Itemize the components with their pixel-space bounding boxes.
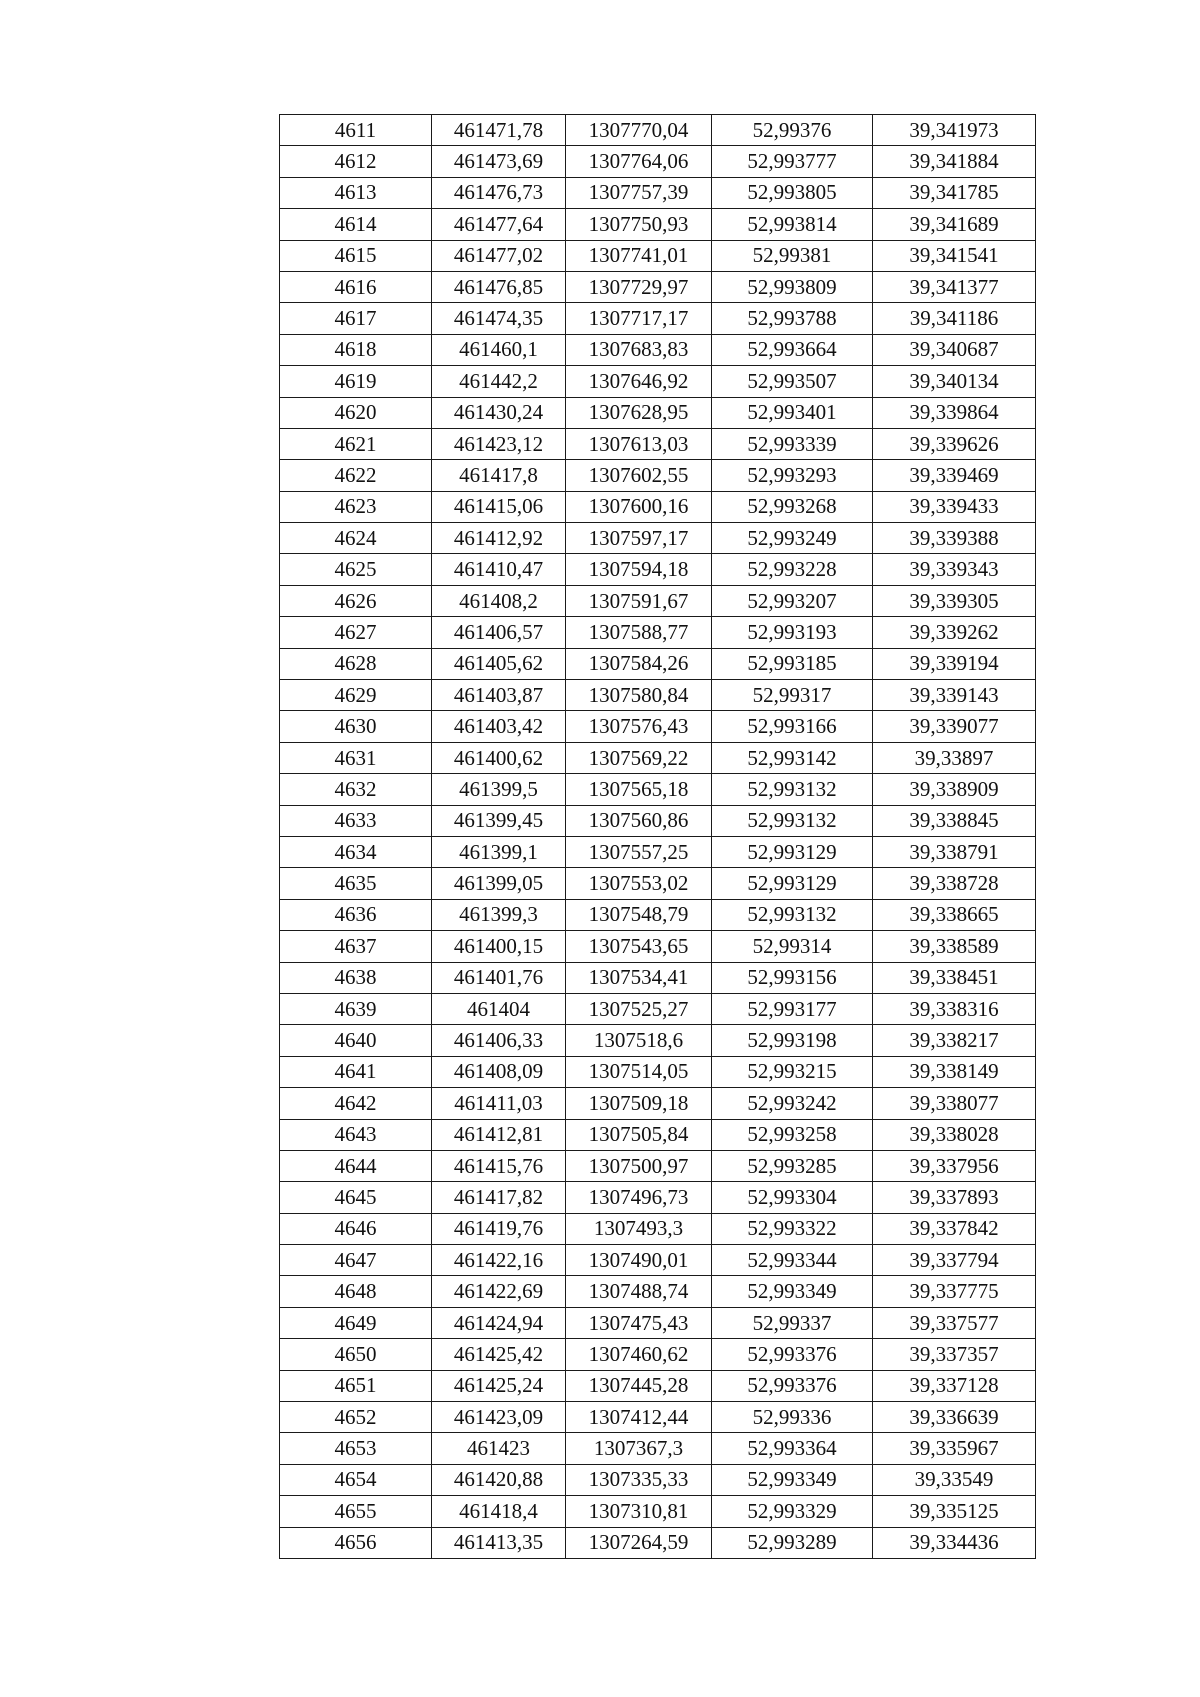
y-coordinate-cell: 1307493,3 — [566, 1213, 712, 1244]
longitude-cell: 39,339343 — [873, 554, 1036, 585]
coordinates-table — [279, 114, 1036, 1559]
point-number-cell: 4653 — [280, 1433, 432, 1464]
table-row — [280, 1025, 1036, 1056]
latitude-cell: 52,993788 — [712, 303, 873, 334]
point-number-cell: 4629 — [280, 680, 432, 711]
latitude-cell: 52,993177 — [712, 993, 873, 1024]
table-row — [280, 962, 1036, 993]
y-coordinate-cell: 1307750,93 — [566, 209, 712, 240]
y-coordinate-cell: 1307565,18 — [566, 774, 712, 805]
table-row — [280, 177, 1036, 208]
longitude-cell: 39,335125 — [873, 1496, 1036, 1527]
longitude-cell: 39,340134 — [873, 366, 1036, 397]
table-row — [280, 836, 1036, 867]
table-row — [280, 366, 1036, 397]
x-coordinate-cell: 461410,47 — [432, 554, 566, 585]
table-row — [280, 1464, 1036, 1495]
y-coordinate-cell: 1307310,81 — [566, 1496, 712, 1527]
latitude-cell: 52,993507 — [712, 366, 873, 397]
latitude-cell: 52,993364 — [712, 1433, 873, 1464]
latitude-cell: 52,993132 — [712, 899, 873, 930]
table-row — [280, 1370, 1036, 1401]
latitude-cell: 52,993344 — [712, 1245, 873, 1276]
x-coordinate-cell: 461408,09 — [432, 1056, 566, 1087]
y-coordinate-cell: 1307514,05 — [566, 1056, 712, 1087]
x-coordinate-cell: 461430,24 — [432, 397, 566, 428]
longitude-cell: 39,339626 — [873, 428, 1036, 459]
x-coordinate-cell: 461399,05 — [432, 868, 566, 899]
point-number-cell: 4626 — [280, 585, 432, 616]
y-coordinate-cell: 1307475,43 — [566, 1307, 712, 1338]
x-coordinate-cell: 461424,94 — [432, 1307, 566, 1338]
point-number-cell: 4655 — [280, 1496, 432, 1527]
point-number-cell: 4632 — [280, 774, 432, 805]
y-coordinate-cell: 1307543,65 — [566, 931, 712, 962]
table-row — [280, 303, 1036, 334]
y-coordinate-cell: 1307534,41 — [566, 962, 712, 993]
table-row — [280, 585, 1036, 616]
longitude-cell: 39,337357 — [873, 1339, 1036, 1370]
longitude-cell: 39,338217 — [873, 1025, 1036, 1056]
latitude-cell: 52,993215 — [712, 1056, 873, 1087]
longitude-cell: 39,341884 — [873, 146, 1036, 177]
longitude-cell: 39,338728 — [873, 868, 1036, 899]
x-coordinate-cell: 461399,1 — [432, 836, 566, 867]
x-coordinate-cell: 461404 — [432, 993, 566, 1024]
y-coordinate-cell: 1307560,86 — [566, 805, 712, 836]
table-row — [280, 1056, 1036, 1087]
table-row — [280, 617, 1036, 648]
x-coordinate-cell: 461474,35 — [432, 303, 566, 334]
latitude-cell: 52,993777 — [712, 146, 873, 177]
y-coordinate-cell: 1307518,6 — [566, 1025, 712, 1056]
y-coordinate-cell: 1307757,39 — [566, 177, 712, 208]
latitude-cell: 52,993349 — [712, 1464, 873, 1495]
longitude-cell: 39,341689 — [873, 209, 1036, 240]
table-row — [280, 1527, 1036, 1558]
table-row — [280, 899, 1036, 930]
longitude-cell: 39,338149 — [873, 1056, 1036, 1087]
longitude-cell: 39,337775 — [873, 1276, 1036, 1307]
point-number-cell: 4614 — [280, 209, 432, 240]
table-row — [280, 491, 1036, 522]
x-coordinate-cell: 461423 — [432, 1433, 566, 1464]
table-row — [280, 1245, 1036, 1276]
x-coordinate-cell: 461403,42 — [432, 711, 566, 742]
y-coordinate-cell: 1307548,79 — [566, 899, 712, 930]
point-number-cell: 4622 — [280, 460, 432, 491]
x-coordinate-cell: 461411,03 — [432, 1088, 566, 1119]
latitude-cell: 52,993198 — [712, 1025, 873, 1056]
point-number-cell: 4611 — [280, 115, 432, 146]
latitude-cell: 52,993809 — [712, 271, 873, 302]
x-coordinate-cell: 461460,1 — [432, 334, 566, 365]
longitude-cell: 39,338909 — [873, 774, 1036, 805]
y-coordinate-cell: 1307646,92 — [566, 366, 712, 397]
longitude-cell: 39,338845 — [873, 805, 1036, 836]
longitude-cell: 39,339433 — [873, 491, 1036, 522]
x-coordinate-cell: 461420,88 — [432, 1464, 566, 1495]
y-coordinate-cell: 1307594,18 — [566, 554, 712, 585]
latitude-cell: 52,993228 — [712, 554, 873, 585]
table-row — [280, 711, 1036, 742]
coordinates-table-body — [280, 115, 1036, 1559]
point-number-cell: 4612 — [280, 146, 432, 177]
longitude-cell: 39,338451 — [873, 962, 1036, 993]
point-number-cell: 4648 — [280, 1276, 432, 1307]
longitude-cell: 39,341541 — [873, 240, 1036, 271]
y-coordinate-cell: 1307591,67 — [566, 585, 712, 616]
y-coordinate-cell: 1307490,01 — [566, 1245, 712, 1276]
latitude-cell: 52,993285 — [712, 1150, 873, 1181]
longitude-cell: 39,337577 — [873, 1307, 1036, 1338]
latitude-cell: 52,993376 — [712, 1370, 873, 1401]
y-coordinate-cell: 1307412,44 — [566, 1402, 712, 1433]
longitude-cell: 39,339864 — [873, 397, 1036, 428]
point-number-cell: 4634 — [280, 836, 432, 867]
y-coordinate-cell: 1307741,01 — [566, 240, 712, 271]
point-number-cell: 4631 — [280, 742, 432, 773]
y-coordinate-cell: 1307488,74 — [566, 1276, 712, 1307]
point-number-cell: 4638 — [280, 962, 432, 993]
latitude-cell: 52,993142 — [712, 742, 873, 773]
table-row — [280, 1496, 1036, 1527]
x-coordinate-cell: 461477,02 — [432, 240, 566, 271]
latitude-cell: 52,993329 — [712, 1496, 873, 1527]
longitude-cell: 39,338665 — [873, 899, 1036, 930]
latitude-cell: 52,993339 — [712, 428, 873, 459]
y-coordinate-cell: 1307445,28 — [566, 1370, 712, 1401]
y-coordinate-cell: 1307367,3 — [566, 1433, 712, 1464]
x-coordinate-cell: 461415,76 — [432, 1150, 566, 1181]
latitude-cell: 52,993129 — [712, 868, 873, 899]
y-coordinate-cell: 1307580,84 — [566, 680, 712, 711]
latitude-cell: 52,99381 — [712, 240, 873, 271]
x-coordinate-cell: 461399,5 — [432, 774, 566, 805]
latitude-cell: 52,993156 — [712, 962, 873, 993]
table-row — [280, 146, 1036, 177]
latitude-cell: 52,993132 — [712, 774, 873, 805]
point-number-cell: 4644 — [280, 1150, 432, 1181]
x-coordinate-cell: 461418,4 — [432, 1496, 566, 1527]
table-row — [280, 334, 1036, 365]
point-number-cell: 4637 — [280, 931, 432, 962]
longitude-cell: 39,337893 — [873, 1182, 1036, 1213]
table-row — [280, 742, 1036, 773]
x-coordinate-cell: 461406,57 — [432, 617, 566, 648]
point-number-cell: 4624 — [280, 523, 432, 554]
point-number-cell: 4643 — [280, 1119, 432, 1150]
x-coordinate-cell: 461401,76 — [432, 962, 566, 993]
y-coordinate-cell: 1307729,97 — [566, 271, 712, 302]
x-coordinate-cell: 461408,2 — [432, 585, 566, 616]
point-number-cell: 4620 — [280, 397, 432, 428]
longitude-cell: 39,339262 — [873, 617, 1036, 648]
x-coordinate-cell: 461442,2 — [432, 366, 566, 397]
longitude-cell: 39,337842 — [873, 1213, 1036, 1244]
y-coordinate-cell: 1307613,03 — [566, 428, 712, 459]
point-number-cell: 4652 — [280, 1402, 432, 1433]
point-number-cell: 4625 — [280, 554, 432, 585]
table-row — [280, 680, 1036, 711]
latitude-cell: 52,993129 — [712, 836, 873, 867]
longitude-cell: 39,338316 — [873, 993, 1036, 1024]
table-row — [280, 868, 1036, 899]
point-number-cell: 4650 — [280, 1339, 432, 1370]
point-number-cell: 4642 — [280, 1088, 432, 1119]
table-row — [280, 993, 1036, 1024]
longitude-cell: 39,338028 — [873, 1119, 1036, 1150]
x-coordinate-cell: 461417,8 — [432, 460, 566, 491]
latitude-cell: 52,993242 — [712, 1088, 873, 1119]
latitude-cell: 52,993258 — [712, 1119, 873, 1150]
longitude-cell: 39,33897 — [873, 742, 1036, 773]
y-coordinate-cell: 1307460,62 — [566, 1339, 712, 1370]
longitude-cell: 39,334436 — [873, 1527, 1036, 1558]
longitude-cell: 39,337956 — [873, 1150, 1036, 1181]
latitude-cell: 52,99376 — [712, 115, 873, 146]
point-number-cell: 4656 — [280, 1527, 432, 1558]
longitude-cell: 39,338791 — [873, 836, 1036, 867]
table-row — [280, 1339, 1036, 1370]
x-coordinate-cell: 461473,69 — [432, 146, 566, 177]
table-row — [280, 115, 1036, 146]
y-coordinate-cell: 1307496,73 — [566, 1182, 712, 1213]
x-coordinate-cell: 461399,3 — [432, 899, 566, 930]
y-coordinate-cell: 1307553,02 — [566, 868, 712, 899]
longitude-cell: 39,338589 — [873, 931, 1036, 962]
latitude-cell: 52,99337 — [712, 1307, 873, 1338]
x-coordinate-cell: 461406,33 — [432, 1025, 566, 1056]
longitude-cell: 39,341785 — [873, 177, 1036, 208]
point-number-cell: 4619 — [280, 366, 432, 397]
latitude-cell: 52,993805 — [712, 177, 873, 208]
table-row — [280, 1276, 1036, 1307]
point-number-cell: 4615 — [280, 240, 432, 271]
latitude-cell: 52,993349 — [712, 1276, 873, 1307]
point-number-cell: 4621 — [280, 428, 432, 459]
longitude-cell: 39,339469 — [873, 460, 1036, 491]
latitude-cell: 52,993304 — [712, 1182, 873, 1213]
point-number-cell: 4651 — [280, 1370, 432, 1401]
point-number-cell: 4630 — [280, 711, 432, 742]
latitude-cell: 52,993207 — [712, 585, 873, 616]
table-row — [280, 428, 1036, 459]
y-coordinate-cell: 1307569,22 — [566, 742, 712, 773]
point-number-cell: 4635 — [280, 868, 432, 899]
table-row — [280, 397, 1036, 428]
y-coordinate-cell: 1307505,84 — [566, 1119, 712, 1150]
table-row — [280, 1213, 1036, 1244]
table-row — [280, 1150, 1036, 1181]
latitude-cell: 52,99317 — [712, 680, 873, 711]
latitude-cell: 52,993185 — [712, 648, 873, 679]
longitude-cell: 39,335967 — [873, 1433, 1036, 1464]
point-number-cell: 4645 — [280, 1182, 432, 1213]
longitude-cell: 39,339388 — [873, 523, 1036, 554]
point-number-cell: 4636 — [280, 899, 432, 930]
y-coordinate-cell: 1307602,55 — [566, 460, 712, 491]
latitude-cell: 52,993166 — [712, 711, 873, 742]
table-row — [280, 1433, 1036, 1464]
table-row — [280, 648, 1036, 679]
table-row — [280, 209, 1036, 240]
x-coordinate-cell: 461423,09 — [432, 1402, 566, 1433]
point-number-cell: 4654 — [280, 1464, 432, 1495]
x-coordinate-cell: 461399,45 — [432, 805, 566, 836]
table-row — [280, 1088, 1036, 1119]
x-coordinate-cell: 461476,73 — [432, 177, 566, 208]
longitude-cell: 39,337794 — [873, 1245, 1036, 1276]
x-coordinate-cell: 461412,92 — [432, 523, 566, 554]
latitude-cell: 52,993132 — [712, 805, 873, 836]
longitude-cell: 39,336639 — [873, 1402, 1036, 1433]
latitude-cell: 52,993376 — [712, 1339, 873, 1370]
x-coordinate-cell: 461400,62 — [432, 742, 566, 773]
table-row — [280, 774, 1036, 805]
y-coordinate-cell: 1307509,18 — [566, 1088, 712, 1119]
latitude-cell: 52,993193 — [712, 617, 873, 648]
point-number-cell: 4640 — [280, 1025, 432, 1056]
x-coordinate-cell: 461471,78 — [432, 115, 566, 146]
x-coordinate-cell: 461400,15 — [432, 931, 566, 962]
y-coordinate-cell: 1307584,26 — [566, 648, 712, 679]
point-number-cell: 4628 — [280, 648, 432, 679]
latitude-cell: 52,993401 — [712, 397, 873, 428]
x-coordinate-cell: 461422,16 — [432, 1245, 566, 1276]
longitude-cell: 39,339077 — [873, 711, 1036, 742]
point-number-cell: 4616 — [280, 271, 432, 302]
latitude-cell: 52,99336 — [712, 1402, 873, 1433]
point-number-cell: 4613 — [280, 177, 432, 208]
point-number-cell: 4639 — [280, 993, 432, 1024]
table-row — [280, 1182, 1036, 1213]
y-coordinate-cell: 1307597,17 — [566, 523, 712, 554]
x-coordinate-cell: 461425,42 — [432, 1339, 566, 1370]
point-number-cell: 4646 — [280, 1213, 432, 1244]
longitude-cell: 39,338077 — [873, 1088, 1036, 1119]
x-coordinate-cell: 461417,82 — [432, 1182, 566, 1213]
longitude-cell: 39,341186 — [873, 303, 1036, 334]
latitude-cell: 52,993293 — [712, 460, 873, 491]
latitude-cell: 52,993289 — [712, 1527, 873, 1558]
x-coordinate-cell: 461412,81 — [432, 1119, 566, 1150]
longitude-cell: 39,33549 — [873, 1464, 1036, 1495]
point-number-cell: 4649 — [280, 1307, 432, 1338]
table-row — [280, 554, 1036, 585]
table-row — [280, 1402, 1036, 1433]
point-number-cell: 4633 — [280, 805, 432, 836]
y-coordinate-cell: 1307600,16 — [566, 491, 712, 522]
longitude-cell: 39,340687 — [873, 334, 1036, 365]
x-coordinate-cell: 461476,85 — [432, 271, 566, 302]
point-number-cell: 4647 — [280, 1245, 432, 1276]
latitude-cell: 52,993814 — [712, 209, 873, 240]
x-coordinate-cell: 461422,69 — [432, 1276, 566, 1307]
table-row — [280, 523, 1036, 554]
x-coordinate-cell: 461419,76 — [432, 1213, 566, 1244]
y-coordinate-cell: 1307576,43 — [566, 711, 712, 742]
x-coordinate-cell: 461415,06 — [432, 491, 566, 522]
longitude-cell: 39,337128 — [873, 1370, 1036, 1401]
y-coordinate-cell: 1307764,06 — [566, 146, 712, 177]
x-coordinate-cell: 461477,64 — [432, 209, 566, 240]
point-number-cell: 4617 — [280, 303, 432, 334]
x-coordinate-cell: 461413,35 — [432, 1527, 566, 1558]
table-row — [280, 460, 1036, 491]
table-row — [280, 805, 1036, 836]
latitude-cell: 52,993322 — [712, 1213, 873, 1244]
y-coordinate-cell: 1307557,25 — [566, 836, 712, 867]
table-row — [280, 931, 1036, 962]
latitude-cell: 52,99314 — [712, 931, 873, 962]
y-coordinate-cell: 1307500,97 — [566, 1150, 712, 1181]
y-coordinate-cell: 1307683,83 — [566, 334, 712, 365]
table-row — [280, 1119, 1036, 1150]
longitude-cell: 39,341973 — [873, 115, 1036, 146]
y-coordinate-cell: 1307264,59 — [566, 1527, 712, 1558]
longitude-cell: 39,339143 — [873, 680, 1036, 711]
y-coordinate-cell: 1307588,77 — [566, 617, 712, 648]
x-coordinate-cell: 461425,24 — [432, 1370, 566, 1401]
x-coordinate-cell: 461423,12 — [432, 428, 566, 459]
y-coordinate-cell: 1307628,95 — [566, 397, 712, 428]
x-coordinate-cell: 461403,87 — [432, 680, 566, 711]
x-coordinate-cell: 461405,62 — [432, 648, 566, 679]
y-coordinate-cell: 1307335,33 — [566, 1464, 712, 1495]
latitude-cell: 52,993249 — [712, 523, 873, 554]
table-row — [280, 1307, 1036, 1338]
y-coordinate-cell: 1307770,04 — [566, 115, 712, 146]
table-row — [280, 240, 1036, 271]
point-number-cell: 4618 — [280, 334, 432, 365]
point-number-cell: 4641 — [280, 1056, 432, 1087]
table-row — [280, 271, 1036, 302]
point-number-cell: 4623 — [280, 491, 432, 522]
latitude-cell: 52,993664 — [712, 334, 873, 365]
y-coordinate-cell: 1307717,17 — [566, 303, 712, 334]
latitude-cell: 52,993268 — [712, 491, 873, 522]
longitude-cell: 39,341377 — [873, 271, 1036, 302]
longitude-cell: 39,339305 — [873, 585, 1036, 616]
point-number-cell: 4627 — [280, 617, 432, 648]
longitude-cell: 39,339194 — [873, 648, 1036, 679]
y-coordinate-cell: 1307525,27 — [566, 993, 712, 1024]
